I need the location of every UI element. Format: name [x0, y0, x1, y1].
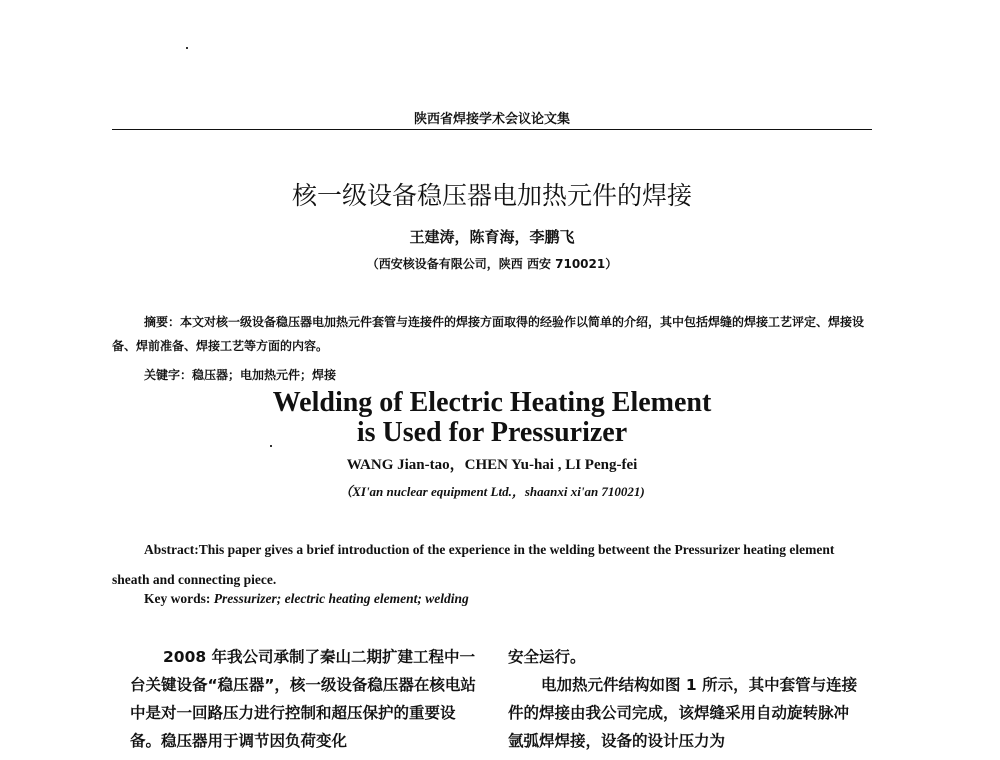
chinese-authors: 王建涛，陈育海，李鹏飞 — [409, 228, 575, 246]
english-title-line-1: Welding of Electric Heating Element — [272, 387, 712, 418]
body-right-column — [508, 643, 860, 755]
english-abstract: Abstract:This paper gives a brief introduction of the experience in the welding betweent the Pressurizer heating element sheath and connecting piece. — [112, 542, 835, 587]
english-authors: WANG Jian-tao，CHEN Yu-hai , LI Peng-fei — [346, 457, 638, 473]
english-title-line-2: is Used for Pressurizer — [356, 417, 628, 448]
body-left-column: 2008 年我公司承制了秦山二期扩建工程中一台关键设备“稳压器”，核一级设备稳压器在核电站中是对一回路压力进行控制和超压保护的重要设备。稳压器用于调节因负荷变化 — [130, 648, 476, 750]
scan-speck — [186, 47, 188, 49]
body-right-line: 安全运行。 — [508, 648, 586, 666]
english-keywords-value: Pressurizer; electric heating element; welding — [213, 591, 469, 606]
body-right-paragraph: 电加热元件结构如图 1 所示，其中套管与连接件的焊接由我公司完成，该焊缝采用自动旋转脉冲氩弧焊焊接，设备的设计压力为 — [508, 676, 858, 750]
chinese-keywords: 关键字：稳压器；电加热元件；焊接 — [144, 368, 337, 382]
english-title — [112, 388, 872, 448]
english-affiliation: （XI'an nuclear equipment Ltd.，shaanxi xi'an 710021) — [339, 484, 645, 499]
chinese-affiliation: （西安核设备有限公司，陕西 西安 710021） — [366, 257, 618, 271]
english-keywords — [144, 591, 469, 607]
english-keywords-label: Key words: — [144, 591, 211, 606]
chinese-title: 核一级设备稳压器电加热元件的焊接 — [291, 181, 692, 210]
chinese-abstract: 摘要：本文对核一级设备稳压器电加热元件套管与连接件的焊接方面取得的经验作以简单的介绍，其中包括焊缝的焊接工艺评定、焊接设备、焊前准备、焊接工艺等方面的内容。 — [112, 315, 865, 353]
running-header: 陕西省焊接学术会议论文集 — [413, 112, 570, 127]
header-rule — [112, 129, 872, 130]
